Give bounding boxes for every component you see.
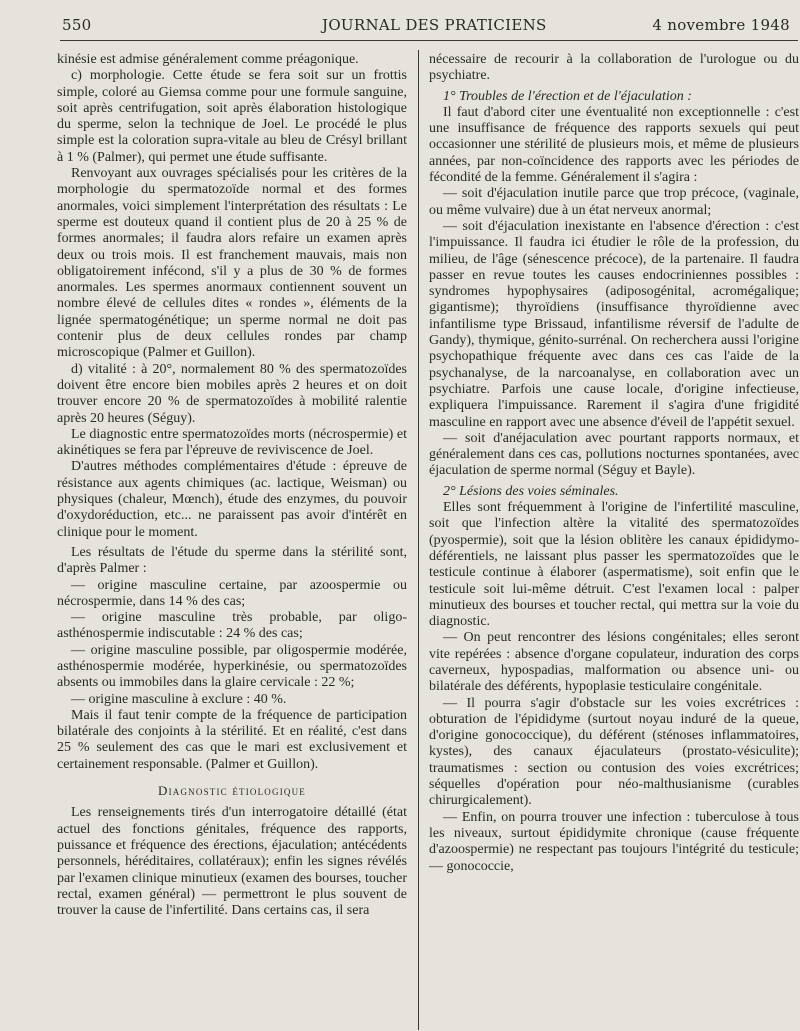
subsection-heading: 1° Troubles de l'érection et de l'éjaculation : bbox=[443, 88, 692, 104]
paragraph: Les renseignements tirés d'un interrogatoire détaillé (état actuel des fonctions génitales, fréquence des rapports, puissance et fréquence des érections, éjaculation; antécédents personnels, héréditaires, collatéraux); enfin les signes révélés par l'examen clinique minutieux (examen des bourses, toucher rectal, examen général) — permettront le plus souvent de trouver la cause de l'infertilité. Dans certains cas, il sera bbox=[57, 805, 407, 919]
paragraph: — soit d'anéjaculation avec pourtant rapports normaux, et généralement dans ces cas, pollutions nocturnes spontanées, avec éjaculation de sperme normal (Séguy et Bayle). bbox=[429, 430, 799, 479]
paragraph: nécessaire de recourir à la collaboration de l'urologue ou du psychiatre. bbox=[429, 52, 799, 84]
journal-title: JOURNAL DES PRATICIENS bbox=[322, 16, 547, 34]
subsection-heading: 2° Lésions des voies séminales. bbox=[443, 483, 619, 499]
paragraph: — origine masculine certaine, par azoospermie ou nécrospermie, dans 14 % des cas; bbox=[57, 577, 407, 609]
page-header bbox=[60, 14, 798, 41]
paragraph: — soit d'éjaculation inutile parce que trop précoce, (vaginale, ou même vulvaire) due à un état nerveux anormal; bbox=[429, 186, 799, 218]
paragraph: Elles sont fréquemment à l'origine de l'infertilité masculine, soit que l'infection altère la vitalité des spermatozoïdes (pyospermie), soit que la lésion oblitère les canaux épididymo-déférentiels, ne laissant plus passer les spermatozoïdes que le testicule continue à élaborer (aspermatisme), soit enfin que le testicule soit lui-même détruit. C'est l'examen local : palper minutieux des bourses et toucher rectal, qui mettra sur la voie du diagnostic. bbox=[429, 500, 799, 630]
paragraph: Mais il faut tenir compte de la fréquence de participation bilatérale des conjoints à la stérilité. Et en réalité, c'est dans 25 % seulement des cas que le mari est exclusivement et certainement responsable. (Palmer et Guillon). bbox=[57, 707, 407, 772]
issue-date: 4 novembre 1948 bbox=[652, 16, 790, 34]
paragraph: D'autres méthodes complémentaires d'étude : épreuve de résistance aux agents chimiques (ac. lactique, Weisman) ou physiques (chaleur, Mœnch), étude des enzymes, du pouvoir d'oxydoréduction, etc... ne paraissent pas avoir d'intérêt en clinique pour le moment. bbox=[57, 459, 407, 540]
paragraph: — soit d'éjaculation inexistante en l'absence d'érection : c'est l'impuissance. Il faudra ici étudier le rôle de la profession, du milieu, de l'âge (sénescence précoce), de la partenaire. Il faudra passer en revue toutes les causes endocriniennes possibles : syndromes hypophysaires (adiposogénital, acromégalique; gigantisme); thyroïdiens (insuffisance thyroïdienne avec infantilisme type Brissaud, infantilisme réversif de l'adulte de Gandy), thymique, génito-surrénal. On recherchera aussi l'origine psychopathique fréquente avec dans ces cas l'aide de la psychanalyse, de la narcoanalyse, en collaboration avec un psychiatre. Parfois une cause locale, d'origine infectieuse, expliquera l'impuissance. Rarement il s'agira d'une frigidité masculine en rapport avec une absence d'éveil de l'appétit sexuel. bbox=[429, 218, 799, 430]
left-column bbox=[57, 52, 407, 919]
right-column bbox=[429, 52, 799, 875]
paragraph: Renvoyant aux ouvrages spécialisés pour les critères de la morphologie du spermatozoïde normal et des formes anormales, voici simplement l'interprétation des résultats : Le sperme est douteux quand il contient plus de 20 à 25 % de formes anormales; il faudra alors refaire un examen après deux ou trois mois. Il est franchement mauvais, mais non obligatoirement infécond, s'il y a plus de 30 % de formes anormales. Les spermes anormaux contiennent souvent un nombre élevé de cellules dites « rondes », éléments de la lignée spermatogénétique; un sperme normal ne doit pas contenir plus de deux cellules rondes par champ microscopique (Palmer et Guillon). bbox=[57, 166, 407, 361]
section-heading: Diagnostic étiologique bbox=[157, 783, 307, 799]
paragraph: d) vitalité : à 20°, normalement 80 % des spermatozoïdes doivent être encore bien mobiles après 2 heures et on doit trouver encore 20 % de spermatozoïdes à mobilité ralentie après 20 heures (Séguy). bbox=[57, 361, 407, 426]
paragraph: Les résultats de l'étude du sperme dans la stérilité sont, d'après Palmer : bbox=[57, 544, 407, 577]
paragraph: Il faut d'abord citer une éventualité non exceptionnelle : c'est une insuffisance de fréquence des rapports sexuels qui peut occasionner une stérilité de plusieurs mois, et même de plusieurs années, par non-coïncidence des rapports avec les périodes de fécondité de la femme. Généralement il s'agira : bbox=[429, 104, 799, 186]
column-divider bbox=[418, 50, 419, 1030]
paragraph: kinésie est admise généralement comme préagonique. bbox=[57, 52, 359, 67]
paragraph: — origine masculine très probable, par oligo-asthénospermie indiscutable : 24 % des cas; bbox=[57, 610, 407, 642]
paragraph: — Enfin, on pourra trouver une infection : tuberculose à tous les niveaux, surtout épididymite chronique (cause fréquente d'azoospermie) ne respectant pas toujours l'intégrité du testicule; — gonococcie, bbox=[429, 809, 799, 874]
page-number: 550 bbox=[62, 16, 92, 34]
paragraph: — origine masculine à exclure : 40 %. bbox=[71, 691, 287, 707]
paragraph: Le diagnostic entre spermatozoïdes morts (nécrospermie) et akinétiques se fera par l'épreuve de reviviscence de Joel. bbox=[57, 426, 407, 459]
paragraph: — origine masculine possible, par oligospermie modérée, asthénospermie modérée, hyperkinésie, ou spermatozoïdes absents ou immobiles dans la glaire cervicale : 22 %; bbox=[57, 642, 407, 691]
paragraph: c) morphologie. Cette étude se fera soit sur un frottis simple, coloré au Giemsa comme pour une formule sanguine, soit après centrifugation, soit après élaboration histologique du sperme, selon la technique de Joel. Le procédé le plus simple est la coloration supra-vitale au bleu de Crésyl brillant à 1 % (Palmer), qui permet une étude suffisante. bbox=[57, 68, 407, 165]
paragraph: — Il pourra s'agir d'obstacle sur les voies excrétrices : obturation de l'épididyme (surtout noyau induré de la queue, d'origine gonococcique), du déférent (sténoses inflammatoires, kystes), des canaux éjaculateurs (prostato-vésiculite); traumatismes : section ou contusion des voies excrétrices; séquelles d'opération pour néo-malthusianisme (curables chirurgicalement). bbox=[429, 695, 799, 809]
paragraph: — On peut rencontrer des lésions congénitales; elles seront vite repérées : absence d'organe copulateur, induration des corps caverneux, hypospadias, malformation ou absence uni- ou bilatérale des déférents, hypoplasie testiculaire congénitale. bbox=[429, 630, 799, 695]
